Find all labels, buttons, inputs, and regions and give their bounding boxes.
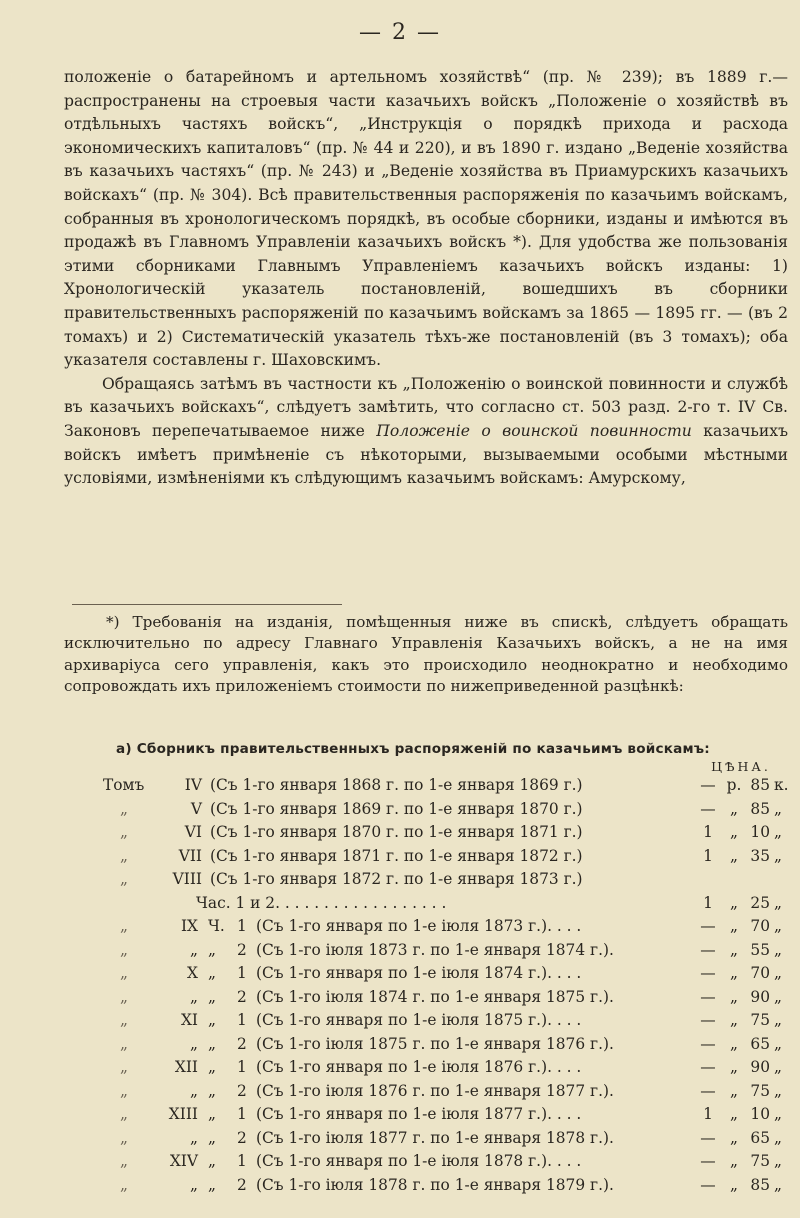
price-kopecks: 25: [750, 893, 770, 912]
volume-number: „: [190, 1034, 198, 1053]
list-item: [0, 870, 800, 894]
part-label: „: [208, 1011, 216, 1029]
ditto-mark: „: [120, 964, 128, 982]
price-kopecks: 35: [750, 846, 770, 865]
kopeck-mark: „: [774, 846, 782, 865]
price-rubles: —: [700, 917, 716, 935]
list-item: [0, 1011, 800, 1035]
kopeck-mark: к.: [774, 776, 789, 794]
part-number: 1: [237, 964, 247, 982]
currency-mark: „: [730, 1081, 738, 1100]
part-number: 1: [237, 1105, 247, 1123]
period: (Съ 1-го января по 1-е іюля 1875 г.). . . .: [256, 1011, 582, 1029]
part-label: „: [208, 1081, 216, 1100]
currency-mark: „: [730, 799, 738, 818]
volume-number: XI: [180, 1011, 198, 1029]
ditto-mark: „: [120, 917, 128, 935]
main-text: [64, 66, 788, 491]
volume-number: X: [187, 964, 198, 982]
part-label: „: [208, 1105, 216, 1123]
list-item: [0, 964, 800, 988]
currency-mark: „: [730, 1105, 738, 1123]
price-kopecks: 75: [750, 1011, 770, 1029]
kopeck-mark: „: [774, 964, 782, 982]
ditto-mark: „: [120, 870, 128, 888]
period: (Съ 1-го іюля 1877 г. по 1-е января 1878 г.).: [256, 1128, 614, 1147]
volume-number: VII: [178, 846, 202, 865]
list-item: [0, 1152, 800, 1176]
volume-number: XIV: [169, 1152, 198, 1170]
period: (Съ 1-го января по 1-е іюля 1876 г.). . . .: [256, 1058, 582, 1076]
volume-number: VIII: [172, 870, 202, 888]
ditto-mark: „: [120, 987, 128, 1006]
kopeck-mark: „: [774, 1011, 782, 1029]
list-item: [0, 1082, 800, 1106]
volume-number: „: [190, 1081, 198, 1100]
price-kopecks: 85: [750, 1175, 770, 1194]
part-label: Ч.: [208, 917, 225, 935]
kopeck-mark: „: [774, 1105, 782, 1123]
price-rubles: 1: [703, 823, 713, 841]
currency-mark: „: [730, 823, 738, 841]
period: (Съ 1-го іюля 1875 г. по 1-е января 1876 г.).: [256, 1034, 614, 1053]
ditto-mark: „: [120, 1175, 128, 1194]
currency-mark: „: [730, 964, 738, 982]
ditto-mark: „: [120, 1105, 128, 1123]
volume-number: „: [190, 940, 198, 959]
currency-mark: „: [730, 917, 738, 935]
price-kopecks: 65: [750, 1034, 770, 1053]
kopeck-mark: „: [774, 1175, 782, 1194]
tom-label: Томъ: [103, 776, 145, 794]
volume-number: XII: [174, 1058, 198, 1076]
volume-number: IV: [184, 776, 202, 794]
price-kopecks: 75: [750, 1081, 770, 1100]
kopeck-mark: „: [774, 799, 782, 818]
currency-mark: р.: [726, 776, 742, 794]
currency-mark: „: [730, 1152, 738, 1170]
price-kopecks: 10: [750, 823, 770, 841]
part-number: 2: [237, 940, 247, 959]
period: (Съ 1-го января по 1-е іюля 1873 г.). . . .: [256, 917, 582, 935]
currency-mark: „: [730, 893, 738, 912]
list-item: [0, 847, 800, 871]
part-number: 2: [237, 1034, 247, 1053]
price-rubles: —: [700, 1081, 716, 1100]
currency-mark: „: [730, 1011, 738, 1029]
period: (Съ 1-го января 1871 г. по 1-е января 1872 г.): [210, 846, 583, 865]
parts-label: Час. 1 и 2. . . . . . . . . . . . . . . . . .: [196, 893, 447, 912]
part-label: „: [208, 1128, 216, 1147]
ditto-mark: „: [120, 1034, 128, 1053]
currency-mark: „: [730, 987, 738, 1006]
price-rubles: —: [700, 1011, 716, 1029]
price-rubles: —: [700, 799, 716, 818]
list-item: [0, 1105, 800, 1129]
ditto-mark: „: [120, 940, 128, 959]
price-kopecks: 10: [750, 1105, 770, 1123]
part-number: 1: [237, 917, 247, 935]
price-rubles: —: [700, 940, 716, 959]
price-rubles: —: [700, 1175, 716, 1194]
currency-mark: „: [730, 1175, 738, 1194]
footnote-divider: [72, 604, 342, 605]
part-label: „: [208, 1175, 216, 1194]
list-item: [0, 1035, 800, 1059]
ditto-mark: „: [120, 1081, 128, 1100]
price-kopecks: 55: [750, 940, 770, 959]
price-rubles: —: [700, 964, 716, 982]
kopeck-mark: „: [774, 917, 782, 935]
price-rubles: 1: [703, 1105, 713, 1123]
volume-number: „: [190, 987, 198, 1006]
list-item: [0, 988, 800, 1012]
ditto-mark: „: [120, 1152, 128, 1170]
price-kopecks: 85: [750, 776, 770, 794]
paragraph-1: положеніе о батарейномъ и артельномъ хозяйствѣ“ (пр. № 239); въ 1889 г.—распространены на строевыя части казачьихъ войскъ „Положеніе о хозяйствѣ въ отдѣльныхъ частяхъ войскъ“, „Инструкція о порядкѣ прихода и расхода экономическихъ капиталовъ“ (пр. № 44 и 220), и въ 1890 г. издано „Веденіе хозяйства въ казачьихъ частяхъ“ (пр. № 243) и „Веденіе хозяйства въ Приамурскихъ казачьихъ войскахъ“ (пр. № 304). Всѣ правительственныя распоряженія по казачьимъ войскамъ, собранныя въ хронологическомъ порядкѣ, въ особые сборники, изданы и имѣются въ продажѣ въ Главномъ Управленіи казачьихъ войскъ *). Для удобства же пользованія этими сборниками Главнымъ Управленіемъ казачьихъ войскъ изданы: 1) Хронологическій указатель постановленій, вошедшихъ въ сборники правительственныхъ распоряженій по казачьимъ войскамъ за 1865 — 1895 гг. — (въ 2 томахъ) и 2) Систематическій указатель тѣхъ-же постановленій (въ 3 томахъ); оба указателя составлены г. Шаховскимъ.: [64, 68, 788, 370]
currency-mark: „: [730, 1128, 738, 1147]
part-label: „: [208, 1152, 216, 1170]
price-kopecks: 75: [750, 1152, 770, 1170]
volume-number: IX: [180, 917, 198, 935]
paragraph-2-start: Обращаясь затѣмъ въ частности къ „Положенію о воинской повинности и службѣ въ казачьихъ войскахъ“, слѣдуетъ замѣтить, что согласно ст. 503 разд. 2-го т. IV Св. Законовъ перепечатываемое ниже: [64, 374, 788, 440]
period: (Съ 1-го января 1872 г. по 1-е января 1873 г.): [210, 870, 583, 888]
period: (Съ 1-го іюля 1873 г. по 1-е января 1874 г.).: [256, 940, 614, 959]
period: (Съ 1-го января по 1-е іюля 1874 г.). . . .: [256, 964, 582, 982]
part-number: 1: [237, 1152, 247, 1170]
period: (Съ 1-го января 1870 г. по 1-е января 1871 г.): [210, 823, 583, 841]
period: (Съ 1-го января по 1-е іюля 1878 г.). . . .: [256, 1152, 582, 1170]
price-kopecks: 65: [750, 1128, 770, 1147]
italic-title: Положеніе о воинской повинности: [376, 421, 692, 440]
part-label: „: [208, 964, 216, 982]
part-number: 2: [237, 1128, 247, 1147]
period: (Съ 1-го января по 1-е іюля 1877 г.). . . .: [256, 1105, 582, 1123]
currency-mark: „: [730, 1034, 738, 1053]
footnote-text: *) Требованія на изданія, помѣщенныя ниже въ спискѣ, слѣдуетъ обращать исключительно по адресу Главнаго Управленія Казачьихъ войскъ, а не на имя архиваріуса сего управленія, какъ это происходило неоднократно и необходимо сопровождать ихъ приложеніемъ стоимости по нижеприведенной разцѣнкѣ:: [64, 613, 788, 696]
price-kopecks: 70: [750, 964, 770, 982]
period: (Съ 1-го іюля 1874 г. по 1-е января 1875 г.).: [256, 987, 614, 1006]
list-item: [0, 917, 800, 941]
currency-mark: „: [730, 846, 738, 865]
part-number: 2: [237, 1175, 247, 1194]
list-item: [0, 776, 800, 800]
price-list: [0, 776, 800, 1199]
part-number: 1: [237, 1058, 247, 1076]
currency-mark: „: [730, 940, 738, 959]
list-item: [0, 1176, 800, 1200]
period: (Съ 1-го января 1869 г. по 1-е января 1870 г.): [210, 799, 583, 818]
ditto-mark: „: [120, 1058, 128, 1076]
period: (Съ 1-го іюля 1878 г. по 1-е января 1879 г.).: [256, 1175, 614, 1194]
volume-number: „: [190, 1128, 198, 1147]
parts-rows: [0, 917, 800, 1199]
price-rubles: 1: [703, 893, 713, 912]
part-label: „: [208, 940, 216, 959]
ditto-mark: „: [120, 1011, 128, 1029]
list-item: [0, 941, 800, 965]
kopeck-mark: „: [774, 1034, 782, 1053]
footnote: [64, 612, 788, 698]
kopeck-mark: „: [774, 1128, 782, 1147]
currency-mark: „: [730, 1058, 738, 1076]
price-rubles: —: [700, 1058, 716, 1076]
list-item: [0, 823, 800, 847]
page-number: — 2 —: [359, 20, 441, 45]
ditto-mark: „: [120, 799, 128, 818]
price-rubles: —: [700, 987, 716, 1006]
kopeck-mark: „: [774, 1081, 782, 1100]
ditto-mark: „: [120, 846, 128, 865]
kopeck-mark: „: [774, 893, 782, 912]
section-title: а) Сборникъ правительственныхъ распоряженій по казачьимъ войскамъ:: [116, 741, 710, 757]
price-rubles: 1: [703, 846, 713, 865]
period: (Съ 1-го января 1868 г. по 1-е января 1869 г.): [210, 776, 583, 794]
list-item: [0, 1129, 800, 1153]
paragraph-2: [64, 373, 788, 491]
ditto-mark: „: [120, 1128, 128, 1147]
ditto-mark: „: [120, 823, 128, 841]
part-label: „: [208, 1034, 216, 1053]
paragraph-2-end: казачьихъ войскъ имѣетъ примѣненіе съ нѣкоторыми, вызываемыми особыми мѣстными условіями, измѣненіями къ слѣдующимъ казачьимъ войскамъ: Амурскому,: [64, 421, 788, 488]
kopeck-mark: „: [774, 823, 782, 841]
part-number: 1: [237, 1011, 247, 1029]
period: (Съ 1-го іюля 1876 г. по 1-е января 1877 г.).: [256, 1081, 614, 1100]
kopeck-mark: „: [774, 987, 782, 1006]
price-rubles: —: [700, 1034, 716, 1053]
volume-number: „: [190, 1175, 198, 1194]
volume-number: V: [190, 799, 202, 818]
volume-number: VI: [184, 823, 202, 841]
part-number: 2: [237, 987, 247, 1006]
kopeck-mark: „: [774, 1152, 782, 1170]
list-item: [0, 1058, 800, 1082]
kopeck-mark: „: [774, 1058, 782, 1076]
list-item: [0, 800, 800, 824]
part-label: „: [208, 987, 216, 1006]
price-kopecks: 85: [750, 799, 770, 818]
kopeck-mark: „: [774, 940, 782, 959]
price-rubles: —: [700, 776, 716, 794]
price-rubles: —: [700, 1152, 716, 1170]
price-kopecks: 70: [750, 917, 770, 935]
volume-number: XIII: [168, 1105, 198, 1123]
price-rubles: —: [700, 1128, 716, 1147]
part-number: 2: [237, 1081, 247, 1100]
price-header: ЦѢНА.: [711, 759, 771, 774]
part-label: „: [208, 1058, 216, 1076]
price-kopecks: 90: [750, 1058, 770, 1076]
price-kopecks: 90: [750, 987, 770, 1006]
list-item: [0, 894, 800, 918]
